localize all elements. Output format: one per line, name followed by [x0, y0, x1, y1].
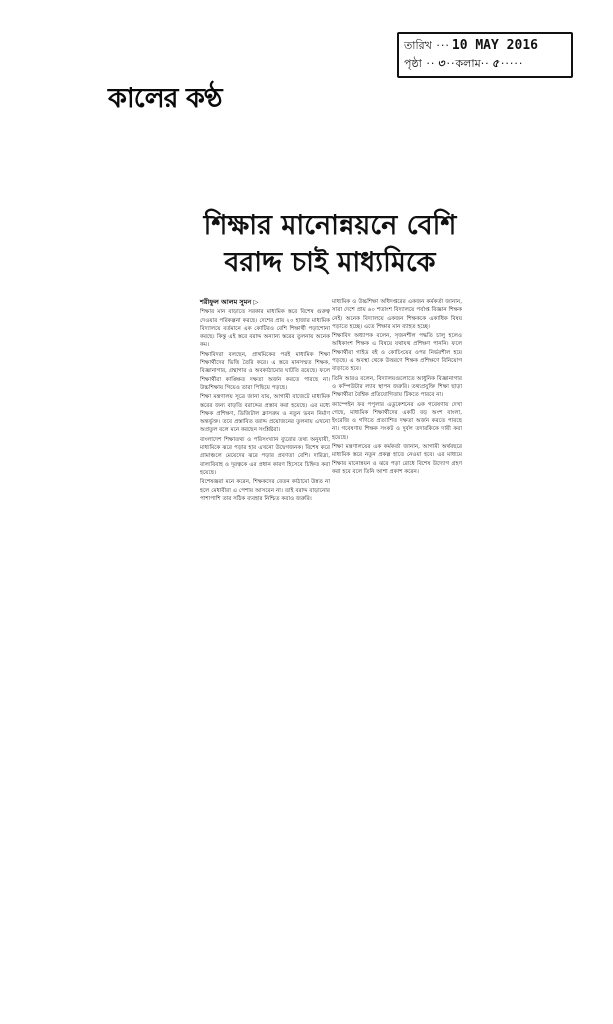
paragraph: শিক্ষাবিদ অধ্যাপক বলেন, সৃজনশীল পদ্ধতি চালু হলেও অধিকাংশ শিক্ষক এ বিষয়ে যথাযথ প্রশিক্ষণ পাননি। ফলে শিক্ষার্থীরা গাইড বই ও কোচিংয়ের ওপর নির্ভরশীল হয়ে পড়ছে। এ অবস্থা থেকে উত্তরণে শিক্ষক প্রশিক্ষণে বিনিয়োগ বাড়াতে হবে।: [332, 333, 462, 373]
stamp-column-label: কলাম: [455, 57, 481, 70]
paragraph: ক্যাম্পেইন ফর পপুলার এডুকেশনের এক গবেষণায় দেখা গেছে, মাধ্যমিক শিক্ষার্থীদের একটি বড় অংশ বাংলা, ইংরেজি ও গণিতে প্রত্যাশিত দক্ষতা অর্জন করতে পারছে না। গবেষণায় শিক্ষক সংকট ও দুর্বল তদারকিকে দায়ী করা হয়েছে।: [332, 401, 462, 441]
paragraph: শিক্ষা মন্ত্রণালয়ের এক কর্মকর্তা জানান, আগামী অর্থবছরে মাধ্যমিক স্তরে নতুন প্রকল্প হাতে নেওয়া হবে। এর মাধ্যমে শিক্ষার মানোন্নয়ন ও ঝরে পড়া রোধে বিশেষ উদ্যোগ গ্রহণ করা হবে বলে তিনি আশা প্রকাশ করেন।: [332, 444, 462, 475]
stamp-date-row: তারিখ ··· 10 MAY 2016: [404, 38, 538, 53]
article-column-right: [332, 298, 462, 477]
stamp-page-label: পৃষ্ঠা: [404, 57, 422, 70]
paragraph: বাংলাদেশ শিক্ষাতথ্য ও পরিসংখ্যান ব্যুরোর তথ্য অনুযায়ী, মাধ্যমিকে ঝরে পড়ার হার এখনো উদ্বেগজনক। বিশেষ করে গ্রামাঞ্চলে মেয়েদের ঝরে পড়ার প্রবণতা বেশি। দারিদ্র্য, বাল্যবিবাহ ও দূরত্বকে এর প্রধান কারণ হিসেবে চিহ্নিত করা হয়েছে।: [200, 436, 330, 476]
headline-line-2: বরাদ্দ চাই মাধ্যমিকে: [224, 247, 436, 278]
article-column-left: [200, 298, 330, 504]
stamp-column-value: ৫: [491, 57, 499, 70]
paragraph: শিক্ষার মান বাড়াতে সরকার মাধ্যমিক স্তরে বিশেষ গুরুত্ব দেওয়ার পরিকল্পনা করছে। দেশের প্রায় ২০ হাজার মাধ্যমিক বিদ্যালয়ে বর্তমানে এক কোটিরও বেশি শিক্ষার্থী পড়াশোনা করছে। কিন্তু এই স্তরে বরাদ্দ অন্যান্য স্তরের তুলনায় অনেক কম।: [200, 309, 330, 349]
paragraph: তিনি আরও বলেন, বিদ্যালয়গুলোতে আধুনিক বিজ্ঞানাগার ও কম্পিউটার ল্যাব স্থাপন জরুরি। তথ্যপ্রযুক্তি শিক্ষা ছাড়া শিক্ষার্থীরা বৈশ্বিক প্রতিযোগিতায় টিকতে পারবে না।: [332, 375, 462, 399]
newspaper-masthead: কালের কণ্ঠ: [108, 83, 222, 114]
stamp-date-label: তারিখ: [404, 39, 432, 52]
stamp-page-row: পৃষ্ঠা ·· ৩ ·· কলাম ·· ৫ ·····: [404, 55, 566, 73]
byline: শরীফুল আলম সুমন ▷: [200, 298, 259, 306]
article-headline: [200, 208, 460, 282]
stamp-page-value: ৩: [437, 57, 445, 70]
paragraph: শিক্ষা মন্ত্রণালয় সূত্রে জানা যায়, আগামী বাজেটে মাধ্যমিক স্তরের জন্য বাড়তি বরাদ্দের প্রস্তাব করা হয়েছে। এর মধ্যে শিক্ষক প্রশিক্ষণ, ডিজিটাল ক্লাসরুম ও নতুন ভবন নির্মাণ অন্তর্ভুক্ত। তবে প্রস্তাবিত বরাদ্দ প্রয়োজনের তুলনায় এখনো অপ্রতুল বলে মনে করছেন সংশ্লিষ্টরা।: [200, 394, 330, 434]
stamp-date-value: 10 MAY 2016: [451, 38, 538, 53]
paragraph: মাধ্যমিক ও উচ্চশিক্ষা অধিদপ্তরের একজন কর্মকর্তা জানান, সারা দেশে প্রায় ৬০ শতাংশ বিদ্যালয়ে পর্যাপ্ত বিজ্ঞান শিক্ষক নেই। অনেক বিদ্যালয়ে একজন শিক্ষককে একাধিক বিষয় পড়াতে হচ্ছে। এতে শিক্ষার মান ব্যাহত হচ্ছে।: [332, 299, 462, 330]
paragraph: বিশেষজ্ঞরা মনে করেন, শিক্ষকদের বেতন কাঠামো উন্নত না হলে মেধাবীরা এ পেশায় আসবেন না। তাই বরাদ্দ বাড়ানোর পাশাপাশি তার সঠিক ব্যবহার নিশ্চিত করাও জরুরি।: [200, 479, 330, 502]
headline-line-1: শিক্ষার মানোন্নয়নে বেশি: [203, 210, 457, 241]
archive-stamp: [397, 32, 573, 78]
paragraph: শিক্ষাবিদরা বলছেন, প্রাথমিকের পরই মাধ্যমিক শিক্ষা শিক্ষার্থীদের ভিত্তি তৈরি করে। এ স্তরে মানসম্মত শিক্ষক, বিজ্ঞানাগার, গ্রন্থাগার ও অবকাঠামোর ঘাটতি রয়েছে। ফলে শিক্ষার্থীরা কাঙ্ক্ষিত দক্ষতা অর্জন করতে পারছে না। উচ্চশিক্ষায় গিয়েও তারা পিছিয়ে পড়ছে।: [200, 351, 330, 391]
